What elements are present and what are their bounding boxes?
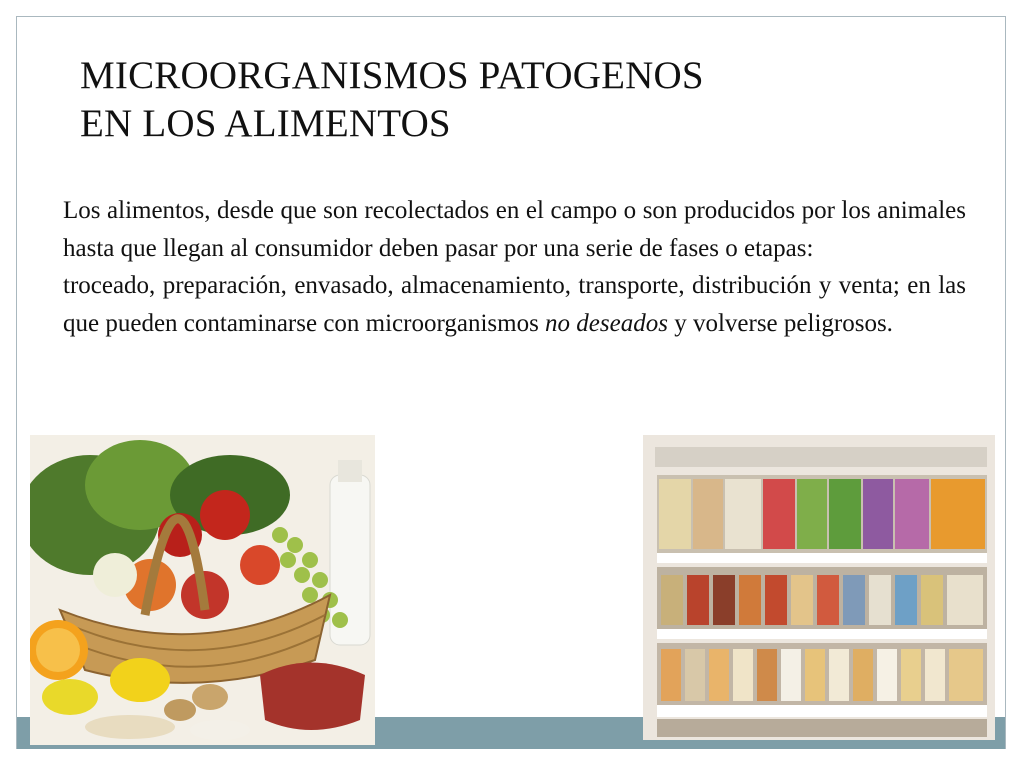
supermarket-shelves-photo [643, 435, 995, 740]
title-line-2: EN LOS ALIMENTOS [80, 102, 451, 145]
slide-title [80, 52, 704, 148]
paragraph-2-end: y volverse peligrosos. [667, 309, 893, 337]
paragraph-2-start: troceado, preparación, envasado, almacenamiento, transporte, distribución y venta; en las que pueden contaminarse con microorganismos [63, 272, 966, 337]
paragraph-2 [63, 267, 966, 342]
shelves-illustration [643, 435, 995, 740]
slide-body-text [63, 192, 966, 342]
paragraph-1: Los alimentos, desde que son recolectados en el campo o son producidos por los animales hasta que llegan al consumidor deben pasar por una serie de fases o etapas: [63, 197, 966, 262]
food-basket-illustration [30, 435, 375, 745]
title-line-1: MICROORGANISMOS PATOGENOS [80, 54, 704, 97]
food-basket-photo [30, 435, 375, 745]
paragraph-2-emphasis: no deseados [545, 309, 668, 337]
